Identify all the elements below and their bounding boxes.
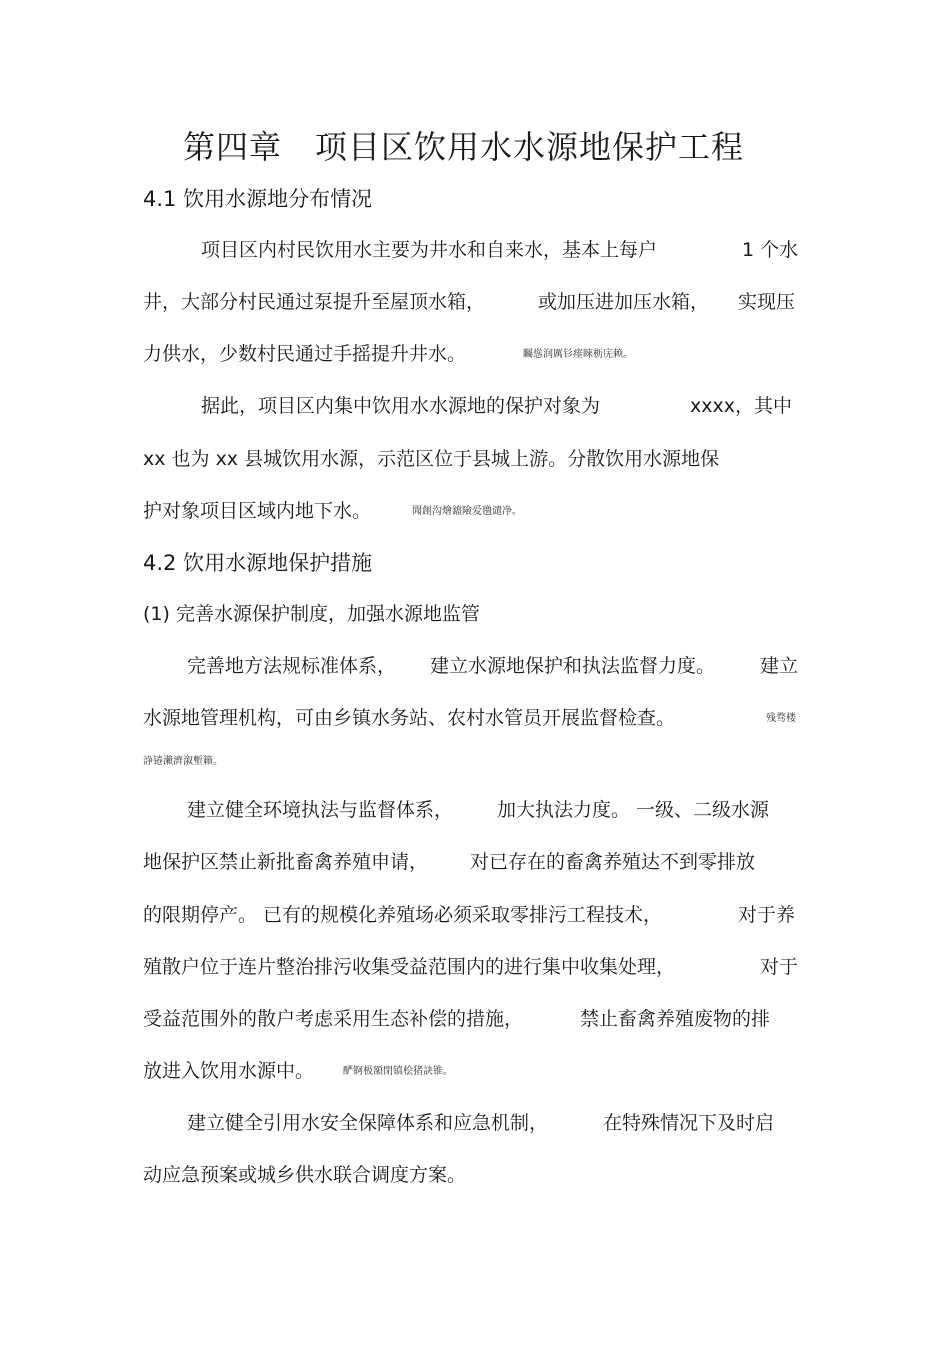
paragraph-line: 井，大部分村民通过泵提升至屋顶水箱， [143,291,486,313]
paragraph-line: 对于 [760,956,799,978]
paragraph-line: 受益范围外的散户考虑采用生态补偿的措施， [143,1008,524,1030]
inline-code-text: 諍锩瀨濟溆塹籟。 [143,756,223,767]
paragraph-line: 完善地方法规标准体系， [187,655,397,677]
paragraph-line: 加大执法力度。 一级、二级水源 [497,799,770,821]
section-heading-4-2: 4.2 饮用水源地保护措施 [143,551,373,575]
paragraph-line: 对于养 [738,904,796,926]
inline-code-text: 酽锕极額閉镇桧猪訣锥。 [343,1066,453,1077]
paragraph-line: xxxx，其中 [690,395,792,417]
paragraph-line: 禁止畜禽养殖废物的排 [580,1008,771,1030]
paragraph-line: 据此，项目区内集中饮用水水源地的保护对象为 [201,395,601,417]
paragraph-line: 建立健全引用水安全保障体系和应急机制， [187,1112,549,1134]
paragraph-line: xx 也为 xx 县城饮用水源，示范区位于县城上游。分散饮用水源地保 [143,448,720,470]
section-heading-4-1: 4.1 饮用水源地分布情况 [143,187,373,211]
paragraph-line: 对已存在的畜禽养殖达不到零排放 [470,851,756,873]
paragraph-line: 实现压 [738,291,796,313]
paragraph-line: 1 个水 [742,239,799,261]
paragraph-line: 或加压进加压水箱， [538,291,710,313]
paragraph-line: 放进入饮用水源中。 [143,1060,315,1082]
paragraph-line: 建立 [760,655,799,677]
paragraph-line: 建立水源地保护和执法监督力度。 [430,655,716,677]
paragraph-line: 动应急预案或城乡供水联合调度方案。 [143,1164,467,1186]
inline-code-text: 矚慫润厲钐瘗睞枥庑赖。 [523,349,633,360]
paragraph-line: 力供水，少数村民通过手摇提升井水。 [143,343,467,365]
chapter-title: 第四章 项目区饮用水水源地保护工程 [183,128,745,166]
paragraph-line: 在特殊情况下及时启 [603,1112,775,1134]
inline-code-text: 聞創沟燴鐺險爱氇谴净。 [412,506,522,517]
paragraph-line: 水源地管理机构，可由乡镇水务站、农村水管员开展监督检查。 [143,707,676,729]
paragraph-line: 项目区内村民饮用水主要为井水和自来水，基本上每户 [201,239,658,261]
paragraph-line: 建立健全环境执法与监督体系， [187,799,454,821]
paragraph-line: 地保护区禁止新批畜禽养殖申请， [143,851,429,873]
paragraph-line: 的限期停产。 已有的规模化养殖场必须采取零排污工程技术， [143,904,663,926]
paragraph-line: 护对象项目区域内地下水。 [143,500,372,522]
subsection-heading: (1) 完善水源保护制度，加强水源地监管 [143,603,480,625]
paragraph-line: 殖散户位于连片整治排污收集受益范围内的进行集中收集处理， [143,956,676,978]
inline-code-text: 残骛楼 [766,713,796,724]
